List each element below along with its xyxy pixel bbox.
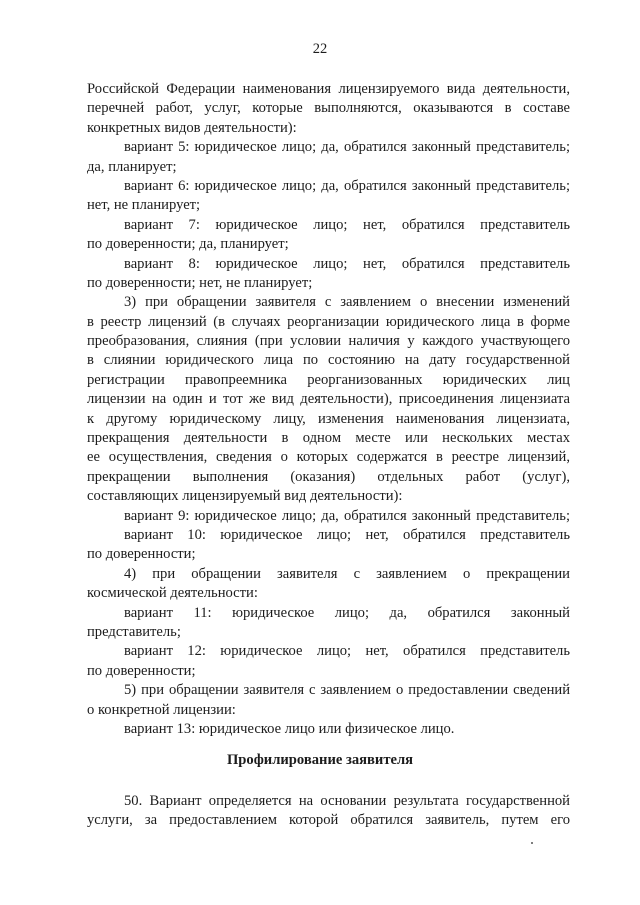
text-line: по доверенности; xyxy=(87,662,196,679)
text-line: ее осуществления, сведения о которых содержатся в реестре лицензий, xyxy=(87,449,570,466)
text-line: по доверенности; нет, не планирует; xyxy=(87,274,313,291)
text-line: лицензии на один и тот же вид деятельности), присоединения лицензиата xyxy=(87,391,570,408)
text-line: нет, не планирует; xyxy=(87,197,201,214)
scan-speck xyxy=(531,842,533,844)
text-line: перечней работ, услуг, которые выполняются, оказываются в составе xyxy=(87,100,570,117)
text-line: регистрации правопреемника реорганизованных юридических лиц xyxy=(87,371,570,388)
text-line: 3) при обращении заявителя с заявлением о внесении изменений xyxy=(124,294,570,311)
body-text xyxy=(87,80,570,739)
text-line: вариант 12: юридическое лицо; нет, обратился представитель xyxy=(124,643,570,660)
paragraph-50 xyxy=(87,792,570,831)
text-line: космической деятельности: xyxy=(87,585,258,602)
text-line: представитель; xyxy=(87,623,181,640)
text-line: в слиянии юридического лица по состоянию на дату государственной xyxy=(87,352,570,369)
text-line: вариант 8: юридическое лицо; нет, обратился представитель xyxy=(124,255,570,272)
text-line: вариант 10: юридическое лицо; нет, обратился представитель xyxy=(124,526,570,543)
text-line: к другому юридическому лицу, изменения наименования лицензиата, xyxy=(87,410,570,427)
text-line: вариант 7: юридическое лицо; нет, обратился представитель xyxy=(124,216,570,233)
text-line: вариант 5: юридическое лицо; да, обратился законный представитель; xyxy=(124,139,570,156)
text-line: вариант 13: юридическое лицо или физическое лицо. xyxy=(124,720,455,737)
text-line: 50. Вариант определяется на основании результата государственной xyxy=(124,793,570,809)
text-line: 4) при обращении заявителя с заявлением о прекращении xyxy=(124,565,570,582)
text-line: прекращении выполнения (оказания) отдельных работ (услуг), xyxy=(87,468,570,485)
text-line: вариант 9: юридическое лицо; да, обратился законный представитель; xyxy=(124,507,570,524)
text-line: о конкретной лицензии: xyxy=(87,701,236,718)
text-line: преобразования, слияния (при условии наличия у каждого участвующего xyxy=(87,333,570,350)
text-line: конкретных видов деятельности): xyxy=(87,119,297,136)
text-line: 5) при обращении заявителя с заявлением о предоставлении сведений xyxy=(124,682,570,699)
text-line: да, планирует; xyxy=(87,158,177,175)
text-line: вариант 6: юридическое лицо; да, обратился законный представитель; xyxy=(124,177,570,194)
text-line: составляющих лицензируемый вид деятельности): xyxy=(87,488,403,505)
text-line: Российской Федерации наименования лицензируемого вида деятельности, xyxy=(87,81,570,97)
text-line: в реестр лицензий (в случаях реорганизации юридического лица в форме xyxy=(87,313,570,330)
text-line: услуги, за предоставлением которой обратился заявитель, путем его xyxy=(87,812,570,829)
text-line: по доверенности; xyxy=(87,546,196,563)
text-line: вариант 11: юридическое лицо; да, обратился законный xyxy=(124,604,570,621)
text-line: по доверенности; да, планирует; xyxy=(87,236,289,253)
section-heading: Профилирование заявителя xyxy=(226,752,414,768)
page-number: 22 xyxy=(312,41,328,57)
text-line: прекращения деятельности в одном месте или нескольких местах xyxy=(87,430,570,447)
